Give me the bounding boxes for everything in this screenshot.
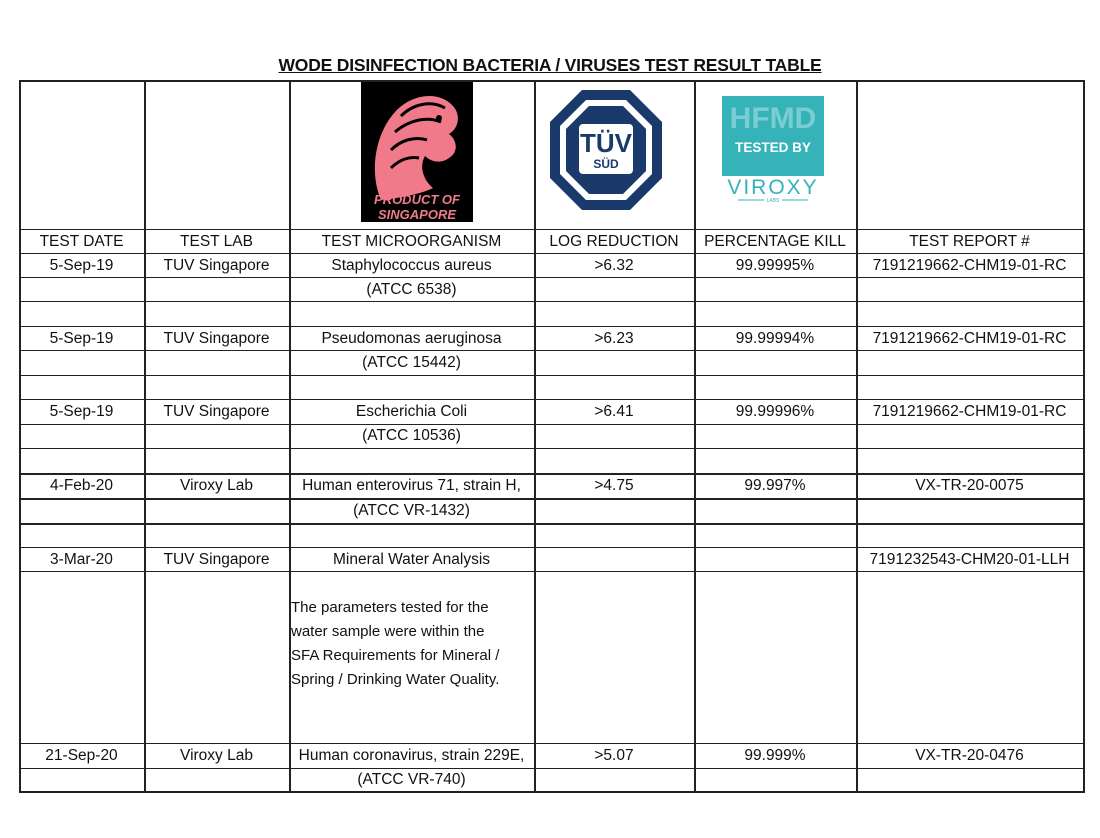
row-4-lab: TUV Singapore: [163, 551, 270, 568]
row-1-report: 7191219662-CHM19-01-RC: [872, 330, 1067, 347]
row-0-lab: TUV Singapore: [163, 257, 270, 274]
header-test-lab: TEST LAB: [180, 233, 253, 250]
row-3-report: VX-TR-20-0075: [915, 477, 1024, 494]
header-test-date: TEST DATE: [39, 233, 124, 250]
row-4-note-line: water sample were within the: [291, 623, 485, 640]
row-0-log-reduction: >6.32: [594, 257, 634, 274]
row-2-log-reduction: >6.41: [594, 403, 634, 420]
hfmd-logo-brand: VIROXY: [727, 176, 819, 199]
row-5-strain: (ATCC VR-740): [357, 771, 466, 788]
singapore-logo-line1: PRODUCT OF: [374, 192, 460, 207]
row-1-date: 5-Sep-19: [49, 330, 114, 347]
row-3-organism: Human enterovirus 71, strain H,: [302, 477, 521, 494]
row-4-date: 3-Mar-20: [50, 551, 113, 568]
row-0-percentage-kill: 99.99995%: [735, 257, 815, 274]
row-5-log-reduction: >5.07: [594, 747, 634, 764]
row-0-strain: (ATCC 6538): [366, 281, 457, 298]
row-1-log-reduction: >6.23: [594, 330, 634, 347]
row-4-note-line: The parameters tested for the: [291, 599, 489, 616]
row-2-strain: (ATCC 10536): [362, 427, 461, 444]
page-title: WODE DISINFECTION BACTERIA / VIRUSES TEST RESULT TABLE: [278, 55, 822, 75]
tuv-sud-logo: [548, 88, 664, 212]
row-5-lab: Viroxy Lab: [180, 747, 253, 764]
hfmd-logo-tested-by: TESTED BY: [735, 140, 811, 155]
row-3-strain: (ATCC VR-1432): [353, 502, 470, 519]
header-test-microorganism: TEST MICROORGANISM: [321, 233, 502, 250]
row-4-percentage-kill: [694, 548, 856, 572]
row-5-percentage-kill: 99.999%: [744, 747, 806, 764]
row-4-note-line: Spring / Drinking Water Quality.: [291, 671, 500, 688]
row-3-percentage-kill: 99.997%: [744, 477, 806, 494]
row-1-lab: TUV Singapore: [163, 330, 270, 347]
row-2-date: 5-Sep-19: [49, 403, 114, 420]
tuv-logo-line1: TÜV: [580, 128, 632, 158]
row-4-report: 7191232543-CHM20-01-LLH: [869, 551, 1070, 568]
row-4-organism: Mineral Water Analysis: [332, 551, 491, 568]
row-2-lab: TUV Singapore: [163, 403, 270, 420]
hfmd-viroxy-logo: [716, 94, 836, 206]
row-2-organism: Escherichia Coli: [355, 403, 468, 420]
row-0-organism: Staphylococcus aureus: [331, 257, 492, 274]
merlion-logo: [361, 82, 473, 222]
row-0-date: 5-Sep-19: [49, 257, 114, 274]
row-4-note-line: SFA Requirements for Mineral /: [291, 647, 500, 664]
row-3-date: 4-Feb-20: [50, 477, 113, 494]
row-0-report: 7191219662-CHM19-01-RC: [872, 257, 1067, 274]
row-3-log-reduction: >4.75: [594, 477, 634, 494]
row-5-report: VX-TR-20-0476: [915, 747, 1024, 764]
row-5-organism: Human coronavirus, strain 229E,: [298, 747, 525, 764]
row-2-report: 7191219662-CHM19-01-RC: [872, 403, 1067, 420]
row-2-percentage-kill: 99.99996%: [735, 403, 815, 420]
tuv-logo-line2: SÜD: [593, 157, 619, 171]
row-1-percentage-kill: 99.99994%: [735, 330, 815, 347]
header-log-reduction: LOG REDUCTION: [549, 233, 679, 250]
results-table: [19, 80, 1085, 793]
row-5-date: 21-Sep-20: [45, 747, 118, 764]
row-1-organism: Pseudomonas aeruginosa: [321, 330, 502, 347]
singapore-logo-line2: SINGAPORE: [377, 207, 457, 222]
header-test-report: TEST REPORT #: [909, 233, 1030, 250]
header-percentage-kill: PERCENTAGE KILL: [704, 233, 846, 250]
row-4-log-reduction: [534, 548, 694, 572]
row-4-note: [291, 596, 537, 692]
hfmd-logo-top: HFMD: [729, 102, 817, 135]
row-3-lab: Viroxy Lab: [180, 477, 253, 494]
hfmd-logo-sub: LABS: [766, 198, 780, 204]
row-1-strain: (ATCC 15442): [362, 354, 461, 371]
